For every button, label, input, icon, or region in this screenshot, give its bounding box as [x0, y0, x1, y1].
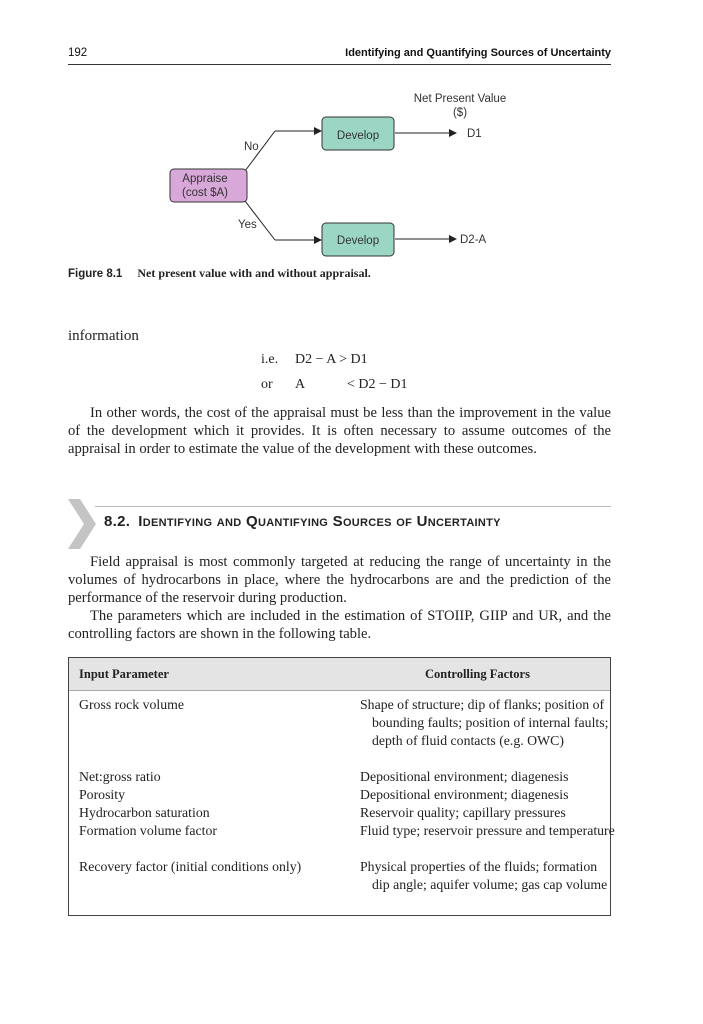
table-cell-param: Gross rock volume: [79, 697, 184, 712]
section-rule: [95, 506, 611, 507]
appraise-label-2: (cost $A): [181, 187, 229, 199]
develop-bottom-label: Develop: [336, 235, 380, 247]
yes-label: Yes: [238, 219, 257, 231]
information-word: information: [68, 328, 139, 344]
figure-number: Figure 8.1: [68, 268, 123, 280]
table-cell-factors: Shape of structure; dip of flanks; position of bounding faults; position of internal faults; depth of fluid contacts (e.g. OWC): [360, 697, 609, 748]
paragraph-3: The parameters which are included in the estimation of STOIIP, GIIP and UR, and the controlling factors are shown in the following table.: [68, 608, 611, 642]
eq2-rhs: < D2 − D1: [347, 377, 408, 392]
paragraph-2: Field appraisal is most commonly targeted at reducing the range of uncertainty in the volumes of hydrocarbons in place, where the hydrocarbons are and the prediction of the performance of the reservoir during production.: [68, 554, 611, 606]
section-heading: [104, 513, 501, 530]
table-cell-param: Net:gross ratio: [79, 769, 161, 784]
section-chevron-icon: [68, 499, 96, 549]
eq1-lead: i.e.: [261, 352, 279, 367]
table-cell-factors: Fluid type; reservoir pressure and temperature: [360, 823, 615, 838]
eq2-lead: or: [261, 377, 273, 392]
table-cell-factors: Depositional environment; diagenesis: [360, 769, 569, 784]
page-number: 192: [68, 47, 88, 59]
npv-label-line1: Net Present Value: [413, 93, 507, 105]
outcome-d1: D1: [467, 128, 482, 140]
parameters-table: [68, 657, 615, 916]
table-header: [69, 658, 610, 691]
outcome-d2a: D2-A: [460, 234, 487, 246]
figure-caption: [68, 266, 371, 281]
header-controlling-factors: Controlling Factors: [425, 667, 530, 681]
table-cell-param: Porosity: [79, 787, 125, 802]
running-title: Identifying and Quantifying Sources of Uncertainty: [345, 47, 611, 59]
table-cell-param: Recovery factor (initial conditions only): [79, 859, 302, 874]
table-cell-factors: Physical properties of the fluids; formation dip angle; aquifer volume; gas cap volume: [360, 859, 608, 892]
table-cell-param: Hydrocarbon saturation: [79, 805, 210, 820]
section-number: 8.2.: [104, 513, 131, 530]
appraise-label-1: Appraise: [182, 173, 228, 185]
eq1-expression: D2 − A > D1: [295, 352, 368, 367]
no-label: No: [244, 141, 259, 153]
npv-label-line2: ($): [452, 107, 468, 119]
caption-text: Net present value with and without appraisal.: [137, 266, 371, 280]
section-title: Identifying and Quantifying Sources of Uncertainty: [138, 513, 501, 530]
paragraph-1: In other words, the cost of the appraisal must be less than the improvement in the value of the development which it provides. It is often necessary to assume outcomes of the appraisal in order to estimate the value of the development with these outcomes.: [68, 405, 611, 457]
develop-top-label: Develop: [336, 130, 380, 142]
header-input-parameter: Input Parameter: [79, 667, 169, 681]
table-cell-param: Formation volume factor: [79, 823, 217, 838]
decision-tree-diagram: [0, 0, 703, 270]
eq2-lhs: A: [295, 377, 306, 392]
table-cell-factors: Depositional environment; diagenesis: [360, 787, 569, 802]
table-cell-factors: Reservoir quality; capillary pressures: [360, 805, 566, 820]
